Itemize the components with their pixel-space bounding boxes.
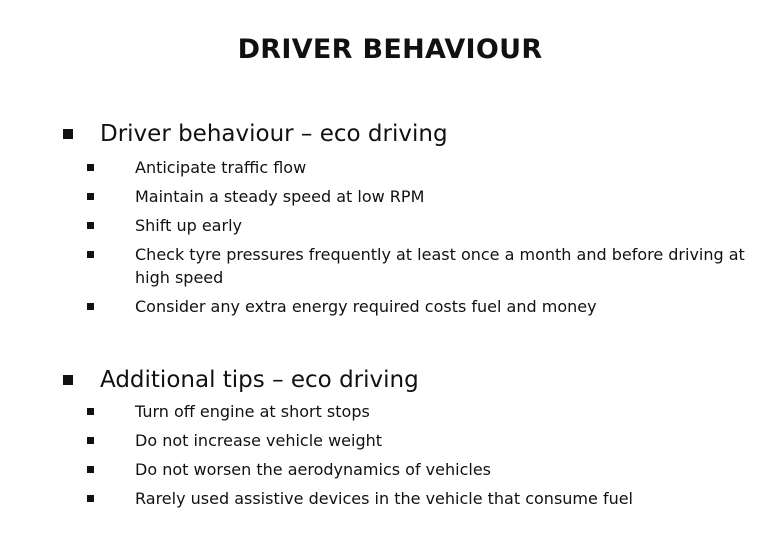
list-item-text: Consider any extra energy required costs fuel and money <box>135 297 597 316</box>
square-bullet-icon <box>87 251 94 258</box>
list-item <box>60 458 760 481</box>
list-item <box>60 295 760 318</box>
square-bullet-icon <box>87 408 94 415</box>
square-bullet-icon <box>63 129 73 139</box>
bullet-list <box>60 400 760 510</box>
list-item-text: Turn off engine at short stops <box>135 402 370 421</box>
square-bullet-icon <box>87 193 94 200</box>
slide-title: DRIVER BEHAVIOUR <box>237 34 543 65</box>
list-item <box>60 400 760 423</box>
section-additional-tips <box>60 364 760 516</box>
section-driver-behaviour <box>60 118 760 324</box>
square-bullet-icon <box>63 375 73 385</box>
list-item-text: Rarely used assistive devices in the vehicle that consume fuel <box>135 489 633 508</box>
section-heading <box>60 364 760 396</box>
list-item-text: Do not worsen the aerodynamics of vehicles <box>135 460 491 479</box>
list-item-text: Do not increase vehicle weight <box>135 431 383 450</box>
list-item-text: Anticipate traffic flow <box>135 158 307 177</box>
square-bullet-icon <box>87 303 94 310</box>
list-item <box>60 156 760 179</box>
bullet-list <box>60 156 760 318</box>
section-heading-text: Driver behaviour – eco driving <box>100 121 448 147</box>
list-item <box>60 214 760 237</box>
list-item-text: Check tyre pressures frequently at least once a month and before driving at high speed <box>135 245 745 287</box>
square-bullet-icon <box>87 495 94 502</box>
list-item <box>60 487 760 510</box>
square-bullet-icon <box>87 164 94 171</box>
list-item-text: Maintain a steady speed at low RPM <box>135 187 425 206</box>
list-item <box>60 429 760 452</box>
square-bullet-icon <box>87 437 94 444</box>
list-item-text: Shift up early <box>135 216 242 235</box>
list-item <box>60 243 760 289</box>
square-bullet-icon <box>87 222 94 229</box>
section-heading <box>60 118 760 150</box>
list-item <box>60 185 760 208</box>
section-heading-text: Additional tips – eco driving <box>100 367 419 393</box>
square-bullet-icon <box>87 466 94 473</box>
